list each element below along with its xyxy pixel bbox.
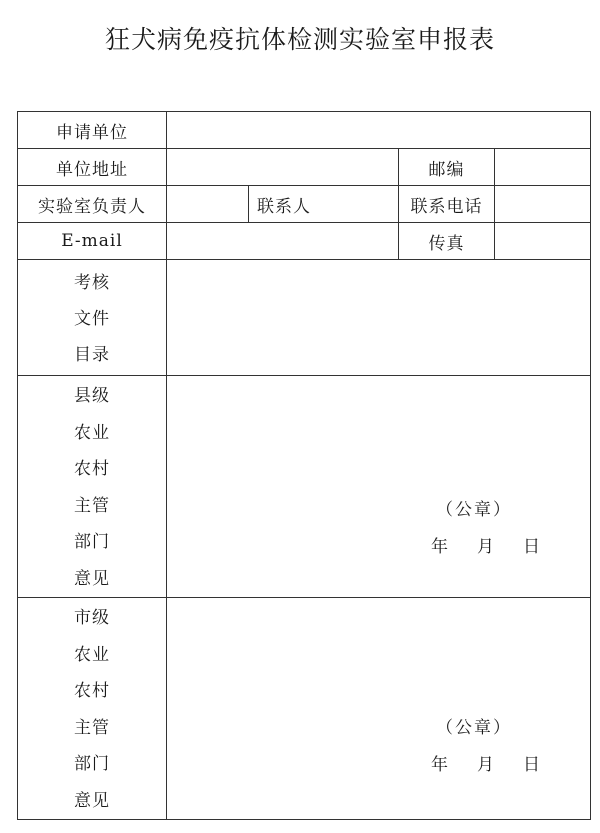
contact-phone-label: 联系电话 — [399, 186, 495, 223]
contact-label-text: 联系人 — [257, 196, 311, 217]
county-date — [431, 532, 541, 557]
city-date-day: 日 — [523, 755, 541, 775]
assessment-line: 文件 — [74, 308, 110, 329]
row-email — [18, 223, 591, 260]
city-date — [431, 750, 541, 775]
application-form-table — [17, 111, 591, 820]
city-line: 主管 — [74, 717, 110, 738]
city-line: 农村 — [74, 681, 110, 701]
applicant-unit-field[interactable] — [167, 112, 591, 149]
row-unit-address — [18, 149, 591, 186]
row-lab-head — [18, 186, 591, 223]
form-title: 狂犬病免疫抗体检测实验室申报表 — [104, 25, 495, 54]
city-opinion-label — [18, 598, 167, 820]
fax-field[interactable] — [495, 223, 591, 260]
row-city-opinion — [18, 598, 591, 820]
email-field[interactable] — [167, 223, 399, 260]
assessment-field[interactable] — [167, 260, 591, 376]
email-label: E-mail — [18, 223, 167, 260]
lab-head-field[interactable] — [167, 186, 249, 223]
assessment-line: 考核 — [74, 272, 110, 293]
city-seal: （公章） — [436, 718, 512, 738]
city-line: 农业 — [74, 644, 110, 665]
row-applicant-unit — [18, 112, 591, 149]
county-line: 农业 — [74, 422, 110, 443]
county-date-year: 年 — [431, 537, 449, 557]
county-opinion-field[interactable] — [167, 376, 591, 598]
county-line: 农村 — [74, 459, 110, 479]
applicant-unit-label: 申请单位 — [18, 112, 167, 149]
row-county-opinion — [18, 376, 591, 598]
city-line: 意见 — [74, 790, 110, 811]
assessment-line: 目录 — [74, 344, 110, 365]
county-line: 县级 — [74, 386, 110, 406]
postcode-field[interactable] — [495, 149, 591, 186]
city-date-month: 月 — [477, 755, 495, 775]
fax-label: 传真 — [399, 223, 495, 260]
unit-address-label: 单位地址 — [18, 149, 167, 186]
county-date-month: 月 — [477, 537, 495, 557]
row-assessment — [18, 260, 591, 376]
county-seal: （公章） — [436, 500, 512, 520]
county-line: 主管 — [74, 495, 110, 516]
contact-label — [249, 186, 399, 223]
county-line: 意见 — [74, 568, 110, 589]
unit-address-field[interactable] — [167, 149, 399, 186]
city-line: 部门 — [74, 754, 110, 774]
county-opinion-label — [18, 376, 167, 598]
county-date-day: 日 — [523, 537, 541, 557]
postcode-label: 邮编 — [399, 149, 495, 186]
city-date-year: 年 — [431, 755, 449, 775]
assessment-label — [18, 260, 167, 376]
county-line: 部门 — [74, 532, 110, 552]
city-opinion-field[interactable] — [167, 598, 591, 820]
contact-phone-field[interactable] — [495, 186, 591, 223]
lab-head-label: 实验室负责人 — [18, 186, 167, 223]
city-line: 市级 — [74, 608, 110, 628]
